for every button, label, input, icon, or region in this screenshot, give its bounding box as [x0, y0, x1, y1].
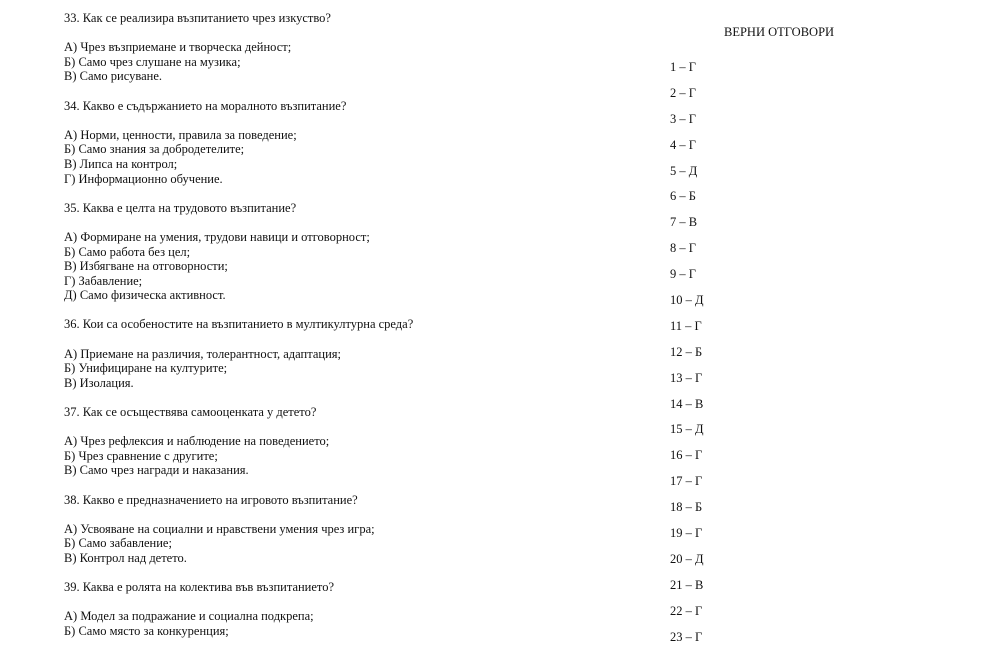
answer-key-item: 8 – Г [670, 241, 696, 256]
question-34 [64, 99, 624, 201]
answer-option: В) Само рисуване. [64, 69, 163, 84]
answer-option: Б) Само място за конкуренция; [64, 623, 229, 638]
answer-key-item: 22 – Г [670, 603, 703, 618]
answer-key-item: 21 – В [670, 577, 704, 592]
answer-key-item: 19 – Г [670, 526, 703, 541]
question-37 [64, 405, 624, 493]
answer-option: А) Формиране на умения, трудови навици и отговорност; [64, 229, 370, 244]
answer-option: А) Норми, ценности, правила за поведение; [64, 127, 297, 142]
answer-option: В) Контрол над детето. [64, 550, 187, 565]
answer-key-item: 3 – Г [670, 111, 696, 126]
answer-key-item: 5 – Д [670, 163, 698, 178]
answer-option: Д) Само физическа активност. [64, 288, 226, 303]
answer-option: Г) Забавление; [64, 273, 143, 288]
question-title: 33. Как се реализира възпитанието чрез изкуство? [64, 11, 331, 25]
answer-option: Б) Само знания за добродетелите; [64, 142, 245, 157]
question-title: 35. Каква е целта на трудовото възпитание? [64, 200, 297, 215]
answer-option: А) Приемане на различия, толерантност, адаптация; [64, 346, 342, 361]
question-39 [64, 580, 624, 638]
answer-key-item: 4 – Г [670, 137, 696, 152]
answer-key-item: 10 – Д [670, 293, 704, 308]
answer-option: А) Чрез рефлексия и наблюдение на поведението; [64, 434, 330, 449]
answer-key-item: 9 – Г [670, 267, 696, 282]
question-title: 38. Какво е предназначението на игровото възпитание? [64, 492, 358, 507]
answer-key-item: 18 – Б [670, 500, 703, 515]
answer-key-item: 7 – В [670, 215, 698, 230]
question-36 [64, 317, 624, 405]
answer-option: Б) Само забавление; [64, 536, 172, 551]
answer-option: А) Чрез възприемане и творческа дейност; [64, 40, 292, 55]
answer-key-item: 14 – В [670, 396, 704, 411]
answer-key-item: 16 – Г [670, 448, 703, 463]
question-title: 34. Какво е съдържанието на моралното възпитание? [64, 98, 347, 113]
question-title: 37. Как се осъществява самооценката у детето? [64, 405, 317, 420]
answer-option: А) Модел за подражание и социална подкрепа; [64, 609, 314, 624]
answer-key-item: 23 – Г [670, 629, 703, 644]
question-title: 36. Кои са особеностите на възпитанието в мултикултурна среда? [64, 317, 414, 332]
answer-key-item: 11 – Г [670, 318, 702, 333]
answer-option: В) Липса на контрол; [64, 156, 178, 171]
answers-list [670, 60, 790, 655]
answer-key-item: 12 – Б [670, 344, 703, 359]
answer-option: Б) Само работа без цел; [64, 244, 191, 259]
answer-option: В) Избягване на отговорности; [64, 259, 228, 274]
answer-key-item: 15 – Д [670, 422, 704, 437]
answer-option: Б) Унифициране на културите; [64, 361, 228, 376]
question-33 [64, 11, 624, 99]
question-38 [64, 493, 624, 581]
answer-key-item: 17 – Г [670, 474, 703, 489]
answers-heading: ВЕРНИ ОТГОВОРИ [724, 25, 835, 39]
question-35 [64, 201, 624, 318]
answer-option: А) Усвояване на социални и нравствени умения чрез игра; [64, 521, 375, 536]
answer-key-item: 20 – Д [670, 551, 704, 566]
answer-option: Б) Чрез сравнение с другите; [64, 448, 218, 463]
answer-option: Б) Само чрез слушане на музика; [64, 54, 241, 69]
answer-key-item: 1 – Г [670, 60, 696, 74]
answer-key-item: 2 – Г [670, 85, 696, 100]
answer-key-item: 13 – Г [670, 370, 703, 385]
answer-option: В) Само чрез награди и наказания. [64, 463, 249, 478]
answer-option: Г) Информационно обучение. [64, 171, 223, 186]
answer-option: В) Изолация. [64, 375, 134, 390]
question-title: 39. Каква е ролята на колектива във възпитанието? [64, 580, 335, 595]
answer-key-item: 6 – Б [670, 189, 696, 204]
questions-column [64, 11, 624, 639]
